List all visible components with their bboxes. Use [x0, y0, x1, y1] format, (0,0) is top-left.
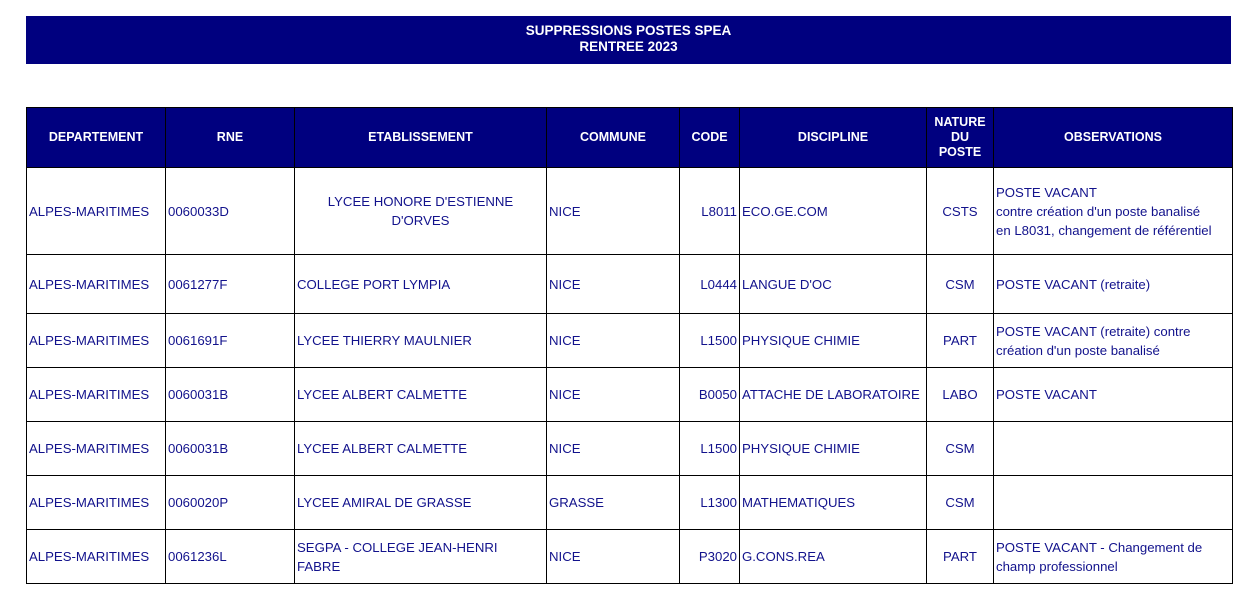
- page-subtitle: RENTREE 2023: [579, 39, 678, 54]
- cell-departement: ALPES-MARITIMES: [27, 255, 166, 314]
- cell-observations: [994, 422, 1233, 476]
- cell-commune: NICE: [547, 314, 680, 368]
- cell-code: L1300: [680, 476, 740, 530]
- observation-line: POSTE VACANT (retraite): [996, 276, 1151, 292]
- page-title-banner: [26, 16, 1231, 64]
- observation-line: POSTE VACANT - Changement de: [996, 539, 1203, 555]
- cell-discipline: PHYSIQUE CHIMIE: [740, 422, 927, 476]
- column-header-commune: COMMUNE: [547, 108, 680, 168]
- table-row: [27, 476, 1233, 530]
- cell-observations: [994, 314, 1233, 368]
- cell-commune: NICE: [547, 168, 680, 255]
- observation-line: POSTE VACANT: [996, 387, 1097, 402]
- cell-rne: 0061236L: [166, 530, 295, 584]
- cell-discipline: MATHEMATIQUES: [740, 476, 927, 530]
- observation-line: contre création d'un poste banalisé: [996, 203, 1201, 219]
- cell-nature: CSM: [927, 255, 994, 314]
- cell-rne: 0061691F: [166, 314, 295, 368]
- cell-departement: ALPES-MARITIMES: [27, 530, 166, 584]
- cell-commune: NICE: [547, 255, 680, 314]
- cell-etablissement: SEGPA - COLLEGE JEAN-HENRI FABRE: [295, 530, 547, 584]
- column-header-discipline: DISCIPLINE: [740, 108, 927, 168]
- cell-nature: CSTS: [927, 168, 994, 255]
- observation-line: création d'un poste banalisé: [996, 342, 1160, 358]
- cell-etablissement: LYCEE ALBERT CALMETTE: [295, 368, 547, 422]
- column-header-code: CODE: [680, 108, 740, 168]
- table-header-row: [27, 108, 1233, 168]
- cell-nature: PART: [927, 314, 994, 368]
- cell-nature: LABO: [927, 368, 994, 422]
- cell-nature: PART: [927, 530, 994, 584]
- observation-line: en L8031, changement de référentiel: [996, 222, 1212, 238]
- observation-line: POSTE VACANT (retraite) contre: [996, 323, 1191, 339]
- cell-code: B0050: [680, 368, 740, 422]
- cell-observations: [994, 368, 1233, 422]
- cell-departement: ALPES-MARITIMES: [27, 168, 166, 255]
- cell-commune: NICE: [547, 422, 680, 476]
- cell-departement: ALPES-MARITIMES: [27, 422, 166, 476]
- postes-table: [26, 107, 1233, 584]
- cell-code: L1500: [680, 422, 740, 476]
- cell-rne: 0060031B: [166, 422, 295, 476]
- cell-commune: NICE: [547, 368, 680, 422]
- table-row: [27, 168, 1233, 255]
- column-header-etablissement: ETABLISSEMENT: [295, 108, 547, 168]
- cell-code: L8011: [680, 168, 740, 255]
- cell-nature: CSM: [927, 476, 994, 530]
- cell-departement: ALPES-MARITIMES: [27, 314, 166, 368]
- cell-etablissement: LYCEE AMIRAL DE GRASSE: [295, 476, 547, 530]
- cell-discipline: LANGUE D'OC: [740, 255, 927, 314]
- table-body: [27, 168, 1233, 584]
- cell-rne: 0060031B: [166, 368, 295, 422]
- cell-code: P3020: [680, 530, 740, 584]
- cell-observations: [994, 476, 1233, 530]
- table-row: [27, 368, 1233, 422]
- table-row: [27, 255, 1233, 314]
- cell-rne: 0060033D: [166, 168, 295, 255]
- observation-line: champ professionnel: [996, 558, 1118, 574]
- cell-departement: ALPES-MARITIMES: [27, 368, 166, 422]
- cell-discipline: PHYSIQUE CHIMIE: [740, 314, 927, 368]
- cell-commune: GRASSE: [547, 476, 680, 530]
- cell-observations: [994, 255, 1233, 314]
- cell-observations: [994, 530, 1233, 584]
- cell-observations: [994, 168, 1233, 255]
- column-header-nature: [927, 108, 994, 168]
- table-row: [27, 422, 1233, 476]
- cell-departement: ALPES-MARITIMES: [27, 476, 166, 530]
- column-header-nature-line1: NATURE: [934, 115, 986, 129]
- cell-etablissement: LYCEE HONORE D'ESTIENNE D'ORVES: [295, 168, 547, 255]
- column-header-departement: DEPARTEMENT: [27, 108, 166, 168]
- column-header-rne: RNE: [166, 108, 295, 168]
- cell-etablissement: LYCEE ALBERT CALMETTE: [295, 422, 547, 476]
- cell-code: L1500: [680, 314, 740, 368]
- cell-discipline: ECO.GE.COM: [740, 168, 927, 255]
- cell-nature: CSM: [927, 422, 994, 476]
- cell-commune: NICE: [547, 530, 680, 584]
- cell-discipline: G.CONS.REA: [740, 530, 927, 584]
- cell-rne: 0060020P: [166, 476, 295, 530]
- cell-etablissement: LYCEE THIERRY MAULNIER: [295, 314, 547, 368]
- table-row: [27, 314, 1233, 368]
- observation-line: POSTE VACANT: [996, 184, 1097, 200]
- cell-code: L0444: [680, 255, 740, 314]
- cell-discipline: ATTACHE DE LABORATOIRE: [740, 368, 927, 422]
- column-header-observations: OBSERVATIONS: [994, 108, 1233, 168]
- cell-etablissement: COLLEGE PORT LYMPIA: [295, 255, 547, 314]
- cell-rne: 0061277F: [166, 255, 295, 314]
- table-row: [27, 530, 1233, 584]
- column-header-nature-line2: DU POSTE: [938, 130, 982, 159]
- page-title: SUPPRESSIONS POSTES SPEA: [525, 23, 732, 38]
